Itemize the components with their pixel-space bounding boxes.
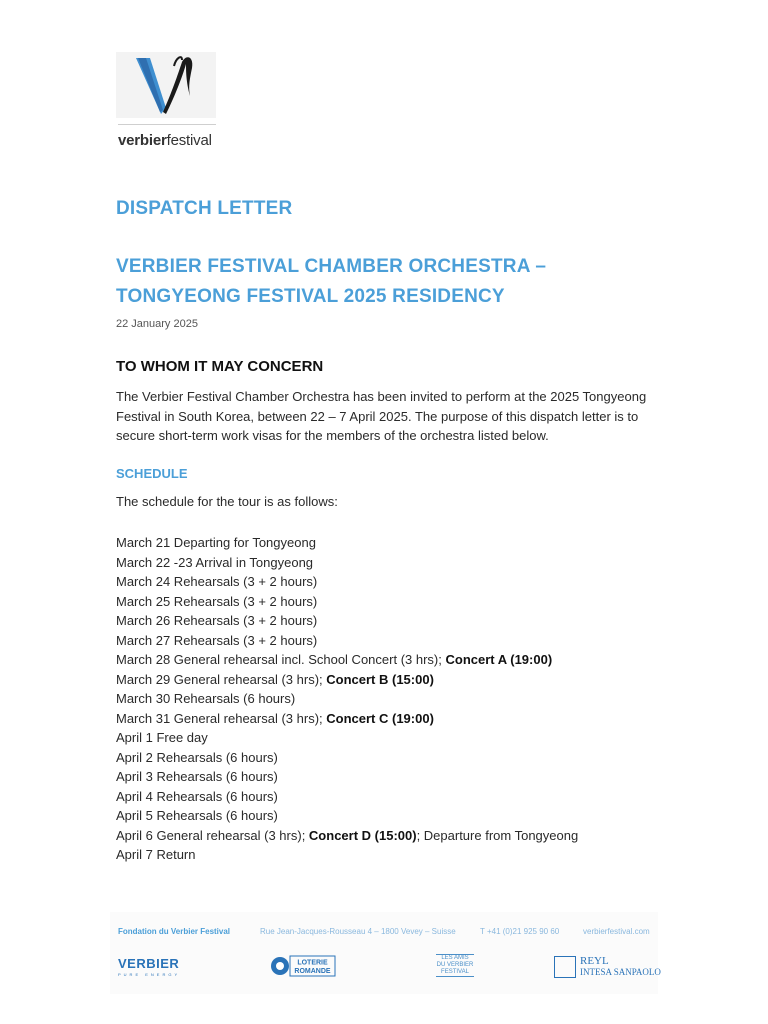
schedule-heading: SCHEDULE [116,466,188,481]
schedule-item-after: ; Departure from Tongyeong [416,827,579,843]
footer-phone: T +41 (0)21 925 90 60 [480,927,560,936]
sponsor-amis-line1: LES AMIS [441,955,469,961]
logo-wordmark-bold: verbier [118,132,167,149]
schedule-item-text: March 29 General rehearsal (3 hrs); [116,671,327,687]
sponsor-les-amis-logo [436,954,474,977]
schedule-item-text: April 6 General rehearsal (3 hrs); [116,827,309,843]
addressee-heading: TO WHOM IT MAY CONCERN [116,358,324,375]
intro-paragraph: The Verbier Festival Chamber Orchestra has been invited to perform at the 2025 Tongyeong Festival in South Korea, between 22 – 7 April 2025. The purpose of this dispatch letter is to secure short-term work visas for the members of the orchestra listed below. [116,389,647,443]
schedule-item [116,748,578,768]
footer-address: Rue Jean-Jacques-Rousseau 4 – 1800 Vevey – Suisse [260,927,456,936]
sponsor-verbier-subline: PURE ENERGY [118,972,181,977]
schedule-item-text: March 21 Departing for Tongyeong [116,535,316,550]
schedule-item-text: March 28 General rehearsal incl. School Concert (3 hrs); [116,652,446,667]
schedule-item [116,826,578,846]
sponsor-loterie-line1: LOTERIE [297,959,328,967]
document-title [116,252,546,312]
schedule-intro: The schedule for the tour is as follows: [116,494,338,509]
sponsor-loterie-romande-logo [270,954,336,978]
schedule-item [116,806,578,826]
schedule-item [116,592,578,612]
schedule-item-concert: Concert D (15:00) [308,827,417,843]
sponsor-verbier-wordmark: VERBIER [118,956,180,971]
schedule-item [116,787,578,807]
sponsor-loterie-line2: ROMANDE [294,968,331,975]
schedule-item-concert: Concert B (15:00) [326,671,434,687]
logo-divider [118,124,216,125]
schedule-item-text: April 4 Rehearsals (6 hours) [116,788,278,804]
verbier-festival-logo [116,52,218,152]
schedule-item [116,709,578,729]
sponsor-amis-line2: DU VERBIER [436,962,474,968]
title-line-2: TONGYEONG FESTIVAL 2025 RESIDENCY [116,286,505,307]
footer-foundation: Fondation du Verbier Festival [118,927,231,936]
schedule-item [116,845,578,865]
schedule-item-text: March 31 General rehearsal (3 hrs); [116,710,327,726]
schedule-item [116,670,578,690]
schedule-item [116,650,578,670]
schedule-item-text: March 22 -23 Arrival in Tongyeong [116,554,314,570]
schedule-item-text: April 3 Rehearsals (6 hours) [116,769,278,784]
schedule-item [116,728,578,748]
schedule-item [116,533,578,553]
schedule-item-text: April 7 Return [116,847,196,862]
sponsor-reyl-icon [554,956,576,978]
schedule-list [116,533,578,865]
schedule-item-concert: Concert A (19:00) [445,652,553,667]
sponsor-amis-line3: FESTIVAL [441,969,469,975]
schedule-item [116,767,578,787]
schedule-item-text: March 24 Rehearsals (3 + 2 hours) [116,574,318,589]
sponsor-reyl-line1: REYL [580,955,609,967]
schedule-item-text: April 2 Rehearsals (6 hours) [116,749,278,765]
sponsor-reyl-logo [554,954,661,980]
schedule-item-text: March 26 Rehearsals (3 + 2 hours) [116,613,318,628]
schedule-item-text: March 25 Rehearsals (3 + 2 hours) [116,593,318,609]
schedule-item-concert: Concert C (19:00) [326,710,434,726]
schedule-item [116,553,578,573]
letter-date: 22 January 2025 [116,318,198,330]
title-line-1: VERBIER FESTIVAL CHAMBER ORCHESTRA – [116,256,547,277]
schedule-item [116,689,578,709]
logo-wordmark [118,132,212,149]
footer-website: verbierfestival.com [583,927,650,936]
schedule-item-text: March 27 Rehearsals (3 + 2 hours) [116,632,318,648]
schedule-item-text: April 1 Free day [116,730,208,745]
logo-wordmark-light: festival [166,132,212,149]
sponsor-reyl-line2: INTESA SANPAOLO [580,967,661,977]
schedule-item-text: March 30 Rehearsals (6 hours) [116,691,296,706]
schedule-item [116,611,578,631]
schedule-item-text: April 5 Rehearsals (6 hours) [116,808,278,823]
letterhead-footer [110,912,661,994]
schedule-item [116,572,578,592]
sponsor-verbier-logo [118,956,180,977]
document-type-heading: DISPATCH LETTER [116,198,293,219]
schedule-item [116,631,578,651]
verbier-v-logo-icon [116,52,216,118]
